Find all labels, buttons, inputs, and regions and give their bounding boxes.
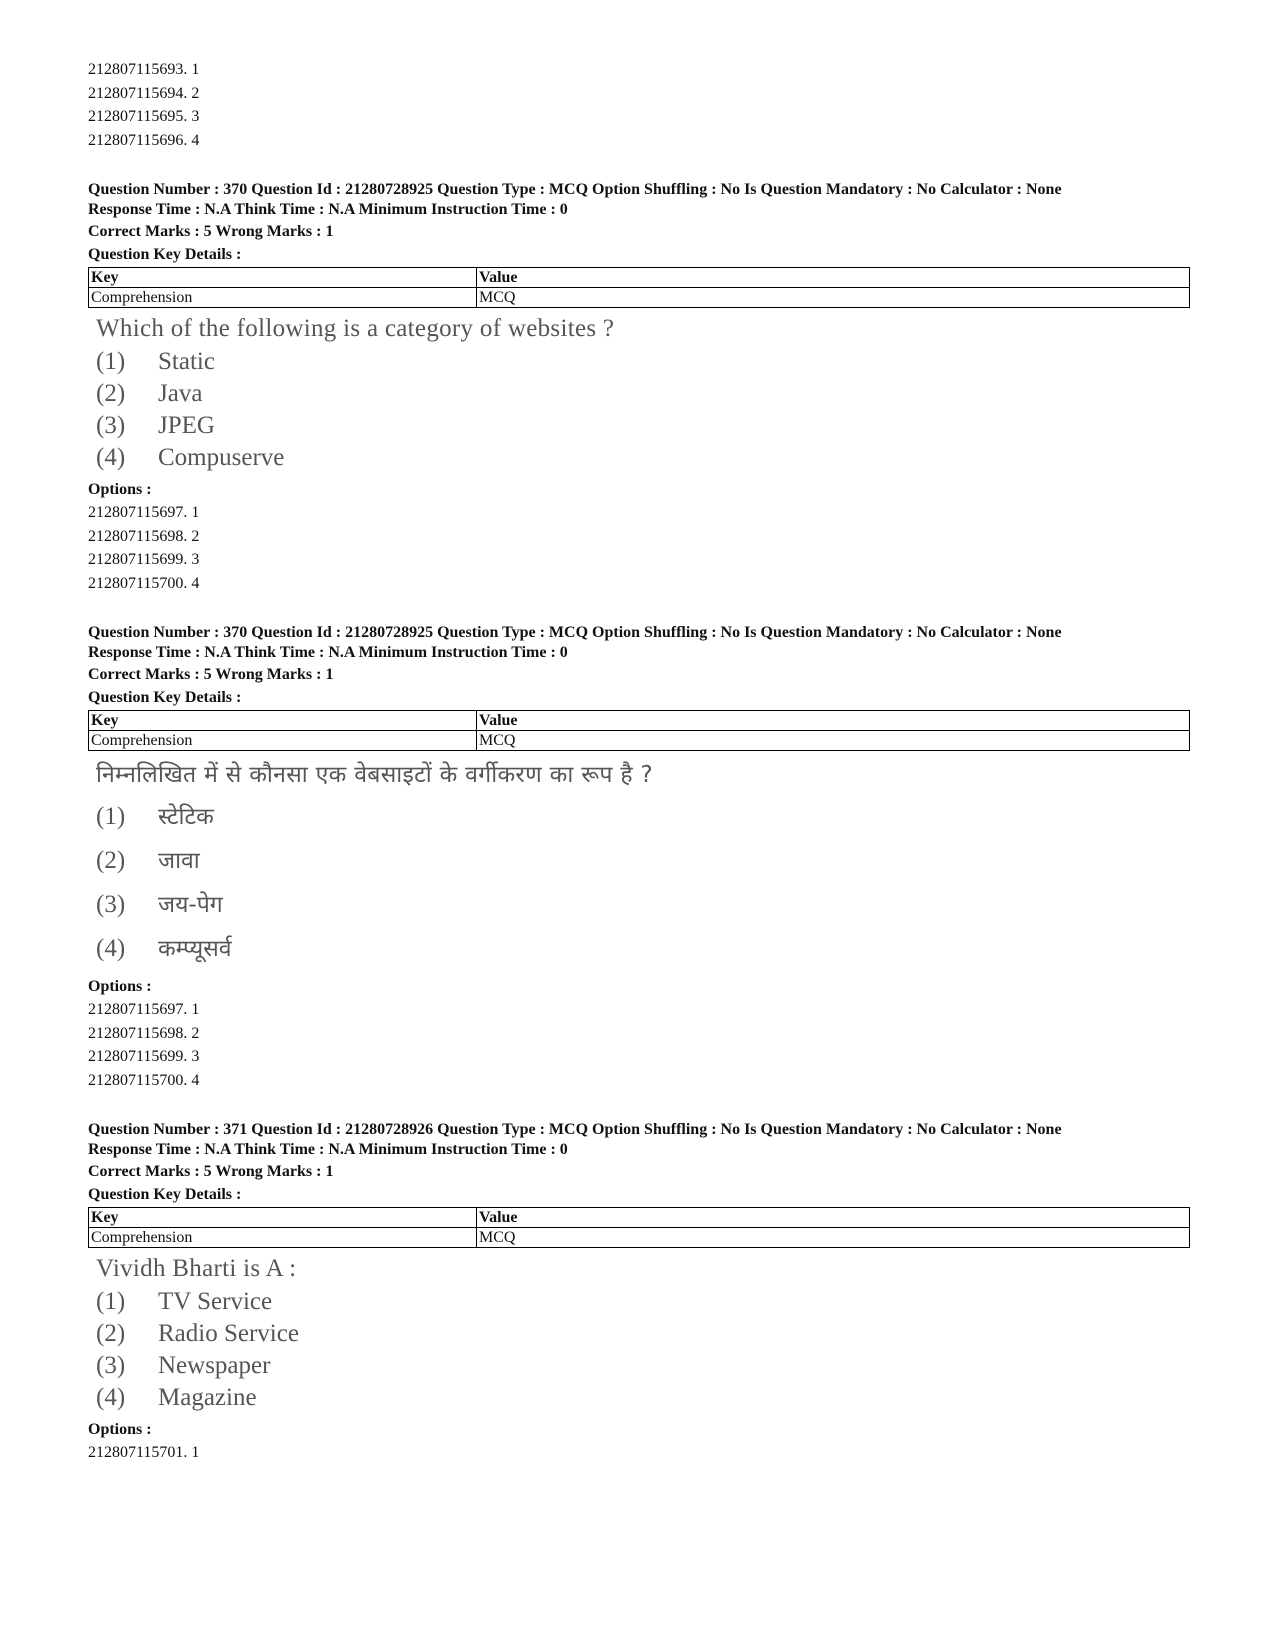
option-number: (3) bbox=[96, 891, 126, 918]
key-details-label: Question Key Details : bbox=[88, 1186, 242, 1203]
table-header-key: Key bbox=[89, 711, 477, 731]
table-header-value: Value bbox=[477, 268, 1190, 288]
question-header-line2: Response Time : N.A Think Time : N.A Minimum Instruction Time : 0 bbox=[88, 1141, 568, 1158]
marks-line: Correct Marks : 5 Wrong Marks : 1 bbox=[88, 1163, 334, 1180]
option-id: 212807115699. 3 bbox=[88, 1048, 200, 1065]
document-page bbox=[88, 58, 1190, 1465]
option-number: (4) bbox=[96, 935, 126, 962]
options-label: Options : bbox=[88, 1421, 152, 1438]
question-option bbox=[96, 1286, 1190, 1318]
question-option bbox=[96, 839, 1190, 883]
question-option bbox=[96, 1318, 1190, 1350]
option-id: 212807115701. 1 bbox=[88, 1444, 200, 1461]
table-cell-value: MCQ bbox=[477, 288, 1190, 308]
question-option bbox=[96, 410, 1190, 442]
option-number: (3) bbox=[96, 412, 126, 439]
table-header-row bbox=[89, 1208, 1190, 1228]
option-text: Newspaper bbox=[158, 1352, 271, 1379]
question-header-line1: Question Number : 370 Question Id : 21280728925 Question Type : MCQ Option Shuffling : No Is Question Mandatory : No Calculator : None bbox=[88, 181, 1062, 198]
key-details-table bbox=[88, 710, 1190, 751]
table-row bbox=[89, 288, 1190, 308]
table-row bbox=[89, 731, 1190, 751]
option-id: 212807115698. 2 bbox=[88, 1024, 200, 1042]
question-option bbox=[96, 442, 1190, 474]
option-text: Compuserve bbox=[158, 444, 285, 471]
question-stem: निम्नलिखित में से कौनसा एक वेबसाइटों के वर्गीकरण का रूप है ? bbox=[96, 762, 653, 788]
question-option bbox=[96, 927, 1190, 971]
option-id: 212807115693. 1 bbox=[88, 61, 200, 78]
key-details-label: Question Key Details : bbox=[88, 246, 242, 263]
table-header-key: Key bbox=[89, 1208, 477, 1228]
key-details-table bbox=[88, 1207, 1190, 1248]
option-text: स्टेटिक bbox=[158, 804, 214, 830]
question-option bbox=[96, 1382, 1190, 1414]
option-number: (4) bbox=[96, 444, 126, 471]
table-cell-value: MCQ bbox=[477, 731, 1190, 751]
option-number: (1) bbox=[96, 803, 126, 830]
option-id: 212807115694. 2 bbox=[88, 84, 200, 102]
question-header-line1: Question Number : 371 Question Id : 21280728926 Question Type : MCQ Option Shuffling : No Is Question Mandatory : No Calculator : None bbox=[88, 1121, 1062, 1138]
option-number: (1) bbox=[96, 348, 126, 375]
option-id: 212807115696. 4 bbox=[88, 131, 200, 149]
question-header-line1: Question Number : 370 Question Id : 21280728925 Question Type : MCQ Option Shuffling : No Is Question Mandatory : No Calculator : None bbox=[88, 624, 1062, 641]
table-header-row bbox=[89, 268, 1190, 288]
options-label: Options : bbox=[88, 978, 152, 995]
question-option bbox=[96, 795, 1190, 839]
question-option bbox=[96, 378, 1190, 410]
option-number: (2) bbox=[96, 380, 126, 407]
option-text: कम्प्यूसर्व bbox=[158, 936, 232, 962]
question-image bbox=[96, 755, 1190, 971]
marks-line: Correct Marks : 5 Wrong Marks : 1 bbox=[88, 666, 334, 683]
question-block-371-english bbox=[88, 1120, 1190, 1465]
question-stem: Vividh Bharti is A : bbox=[96, 1255, 297, 1282]
table-cell-key: Comprehension bbox=[89, 288, 477, 308]
table-header-value: Value bbox=[477, 1208, 1190, 1228]
options-label: Options : bbox=[88, 481, 152, 498]
option-id: 212807115699. 3 bbox=[88, 551, 200, 568]
option-number: (4) bbox=[96, 1384, 126, 1411]
previous-options-list bbox=[88, 58, 1190, 152]
question-option bbox=[96, 1350, 1190, 1382]
option-text: JPEG bbox=[158, 412, 215, 439]
table-cell-key: Comprehension bbox=[89, 731, 477, 751]
option-number: (3) bbox=[96, 1352, 126, 1379]
question-stem: Which of the following is a category of websites ? bbox=[96, 315, 615, 342]
key-details-label: Question Key Details : bbox=[88, 689, 242, 706]
option-id: 212807115695. 3 bbox=[88, 108, 200, 125]
option-id: 212807115697. 1 bbox=[88, 504, 200, 521]
option-text: Magazine bbox=[158, 1384, 257, 1411]
question-header-line2: Response Time : N.A Think Time : N.A Minimum Instruction Time : 0 bbox=[88, 644, 568, 661]
option-id: 212807115698. 2 bbox=[88, 527, 200, 545]
table-header-value: Value bbox=[477, 711, 1190, 731]
question-block-370-english bbox=[88, 180, 1190, 595]
table-cell-value: MCQ bbox=[477, 1228, 1190, 1248]
option-text: TV Service bbox=[158, 1288, 273, 1315]
table-cell-key: Comprehension bbox=[89, 1228, 477, 1248]
table-header-row bbox=[89, 711, 1190, 731]
option-text: Radio Service bbox=[158, 1320, 299, 1347]
question-option bbox=[96, 346, 1190, 378]
option-text: Java bbox=[158, 380, 203, 407]
option-text: Static bbox=[158, 348, 215, 375]
question-block-370-hindi bbox=[88, 623, 1190, 1092]
option-number: (1) bbox=[96, 1288, 126, 1315]
option-number: (2) bbox=[96, 1320, 126, 1347]
marks-line: Correct Marks : 5 Wrong Marks : 1 bbox=[88, 223, 334, 240]
table-header-key: Key bbox=[89, 268, 477, 288]
option-id: 212807115700. 4 bbox=[88, 1071, 200, 1089]
key-details-table bbox=[88, 267, 1190, 308]
option-text: जय-पेग bbox=[158, 892, 223, 918]
option-number: (2) bbox=[96, 847, 126, 874]
option-text: जावा bbox=[158, 848, 200, 874]
question-header-line2: Response Time : N.A Think Time : N.A Minimum Instruction Time : 0 bbox=[88, 201, 568, 218]
question-image bbox=[96, 312, 1190, 474]
question-option bbox=[96, 883, 1190, 927]
table-row bbox=[89, 1228, 1190, 1248]
option-id: 212807115697. 1 bbox=[88, 1001, 200, 1018]
question-image bbox=[96, 1252, 1190, 1414]
option-id: 212807115700. 4 bbox=[88, 574, 200, 592]
